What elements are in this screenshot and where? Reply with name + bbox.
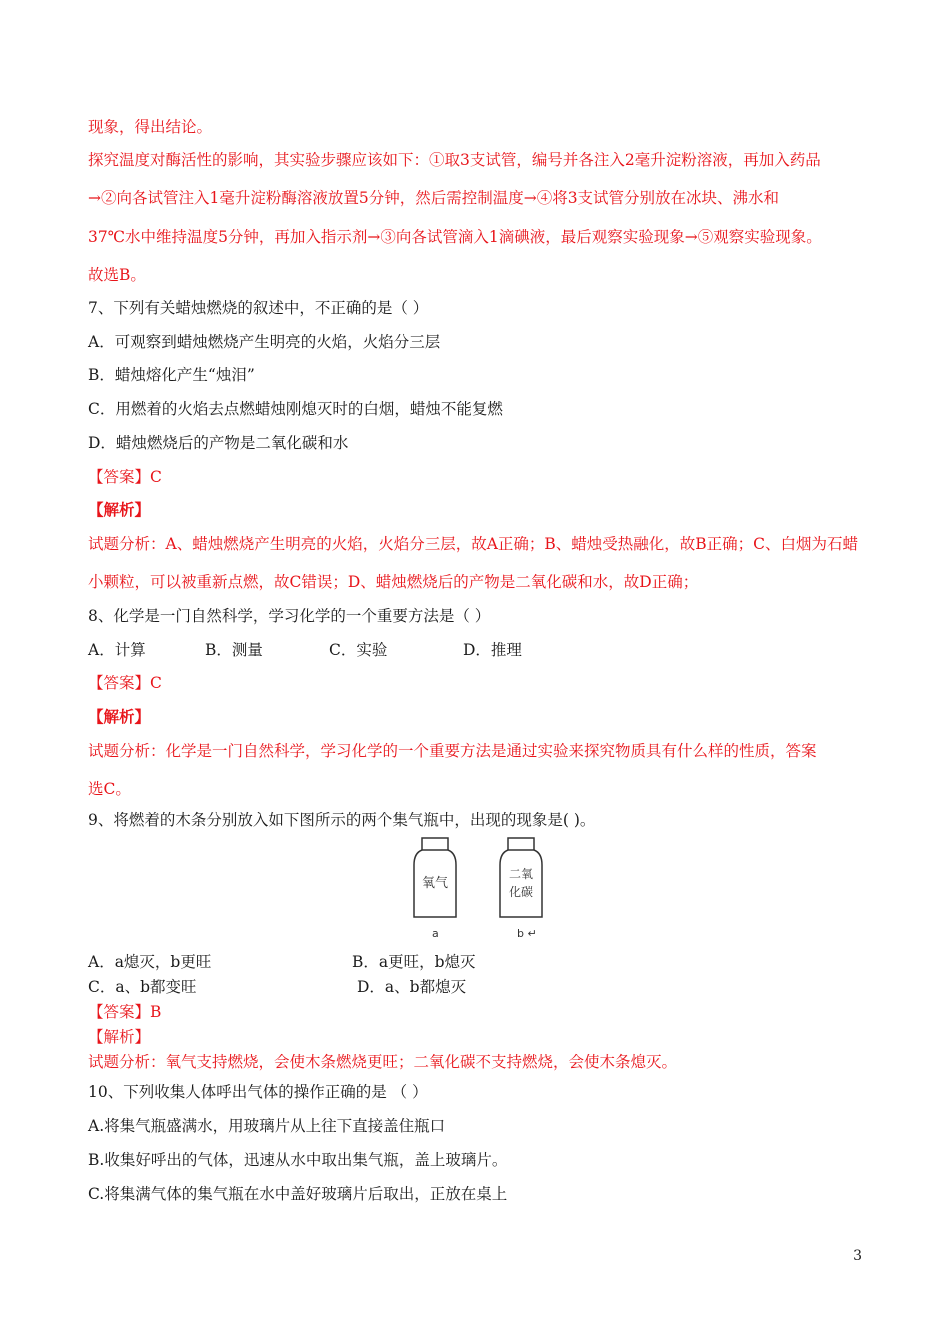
q9-option-b: B．a更旺，b熄灭	[352, 953, 476, 971]
caption-b: b ↵	[517, 927, 537, 940]
q8-answer: 【答案】C	[88, 674, 162, 692]
q10-stem: 10、下列收集人体呼出气体的操作正确的是 （ ）	[88, 1083, 428, 1101]
analysis6-line2: 探究温度对酶活性的影响，其实验步骤应该如下：①取3支试管，编号并各注入2毫升淀粉溶液，再加入药品	[88, 151, 821, 169]
q7-option-b: B．蜡烛熔化产生“烛泪”	[88, 366, 255, 384]
q7-answer: 【答案】C	[88, 468, 162, 486]
q8-option-d: D．推理	[463, 641, 522, 659]
bottle-a-label: 氧气	[421, 876, 449, 891]
q10-option-a: A.将集气瓶盛满水，用玻璃片从上往下直接盖住瓶口	[88, 1117, 446, 1135]
q8-analysis-line1: 试题分析：化学是一门自然科学，学习化学的一个重要方法是通过实验来探究物质具有什么样的性质，答案	[88, 742, 817, 760]
q10-option-b: B.收集好呼出的气体，迅速从水中取出集气瓶，盖上玻璃片。	[88, 1151, 508, 1169]
q8-options	[88, 639, 880, 661]
q8-analysis-label: 【解析】	[88, 707, 151, 726]
gas-bottles-svg	[410, 835, 560, 945]
q9-stem: 9、将燃着的木条分别放入如下图所示的两个集气瓶中，出现的现象是( )。	[88, 811, 596, 829]
q9-analysis-label: 【解析】	[88, 1028, 151, 1046]
gas-bottles-figure	[410, 835, 560, 945]
bottle-b-label-line2: 化碳	[508, 885, 534, 899]
q8-option-c: C．实验	[329, 641, 388, 659]
analysis6-line5: 故选B。	[88, 266, 146, 284]
q7-analysis-line2: 小颗粒，可以被重新点燃，故C错误；D、蜡烛燃烧后的产物是二氧化碳和水，故D正确；	[88, 573, 699, 591]
bottle-b	[500, 838, 542, 917]
q7-option-c: C．用燃着的火焰去点燃蜡烛刚熄灭时的白烟，蜡烛不能复燃	[88, 400, 503, 418]
analysis6-line1: 现象，得出结论。	[88, 118, 213, 136]
q7-option-d: D．蜡烛燃烧后的产物是二氧化碳和水	[88, 434, 349, 452]
q9-option-a: A．a熄灭，b更旺	[88, 953, 212, 971]
analysis6-line3: →②向各试管注入1毫升淀粉酶溶液放置5分钟，然后需控制温度→④将3支试管分别放在冰块、沸水和	[88, 189, 780, 207]
bottle-a	[414, 838, 456, 917]
q7-analysis-label: 【解析】	[88, 500, 151, 519]
q7-analysis-line1: 试题分析：A、蜡烛燃烧产生明亮的火焰，火焰分三层，故A正确；B、蜡烛受热融化，故B正确；C、白烟为石蜡	[88, 535, 859, 553]
q7-option-a: A．可观察到蜡烛燃烧产生明亮的火焰，火焰分三层	[88, 333, 441, 351]
q8-analysis-line2: 选C。	[88, 780, 131, 798]
q9-answer: 【答案】B	[88, 1003, 162, 1021]
q8-option-b: B．测量	[205, 641, 263, 659]
q9-option-c: C．a、b都变旺	[88, 978, 197, 996]
q9-option-d: D．a、b都熄灭	[357, 978, 467, 996]
q9-analysis-line1: 试题分析：氧气支持燃烧，会使木条燃烧更旺；二氧化碳不支持燃烧，会使木条熄灭。	[88, 1053, 678, 1071]
q8-option-a: A．计算	[88, 641, 146, 659]
q7-stem: 7、下列有关蜡烛燃烧的叙述中，不正确的是（ ）	[88, 299, 429, 317]
q9-options-row1	[88, 951, 880, 973]
q9-options-row2	[88, 976, 880, 998]
q10-option-c: C.将集满气体的集气瓶在水中盖好玻璃片后取出，正放在桌上	[88, 1185, 508, 1203]
q8-stem: 8、化学是一门自然科学，学习化学的一个重要方法是（ ）	[88, 607, 491, 625]
bottle-b-label-line1: 二氧	[508, 867, 534, 881]
analysis6-line4: 37℃水中维持温度5分钟，再加入指示剂→③向各试管滴入1滴碘液，最后观察实验现象→⑤观察实验现象。	[88, 228, 822, 246]
caption-a: a	[432, 927, 439, 940]
page-number: 3	[853, 1248, 862, 1264]
